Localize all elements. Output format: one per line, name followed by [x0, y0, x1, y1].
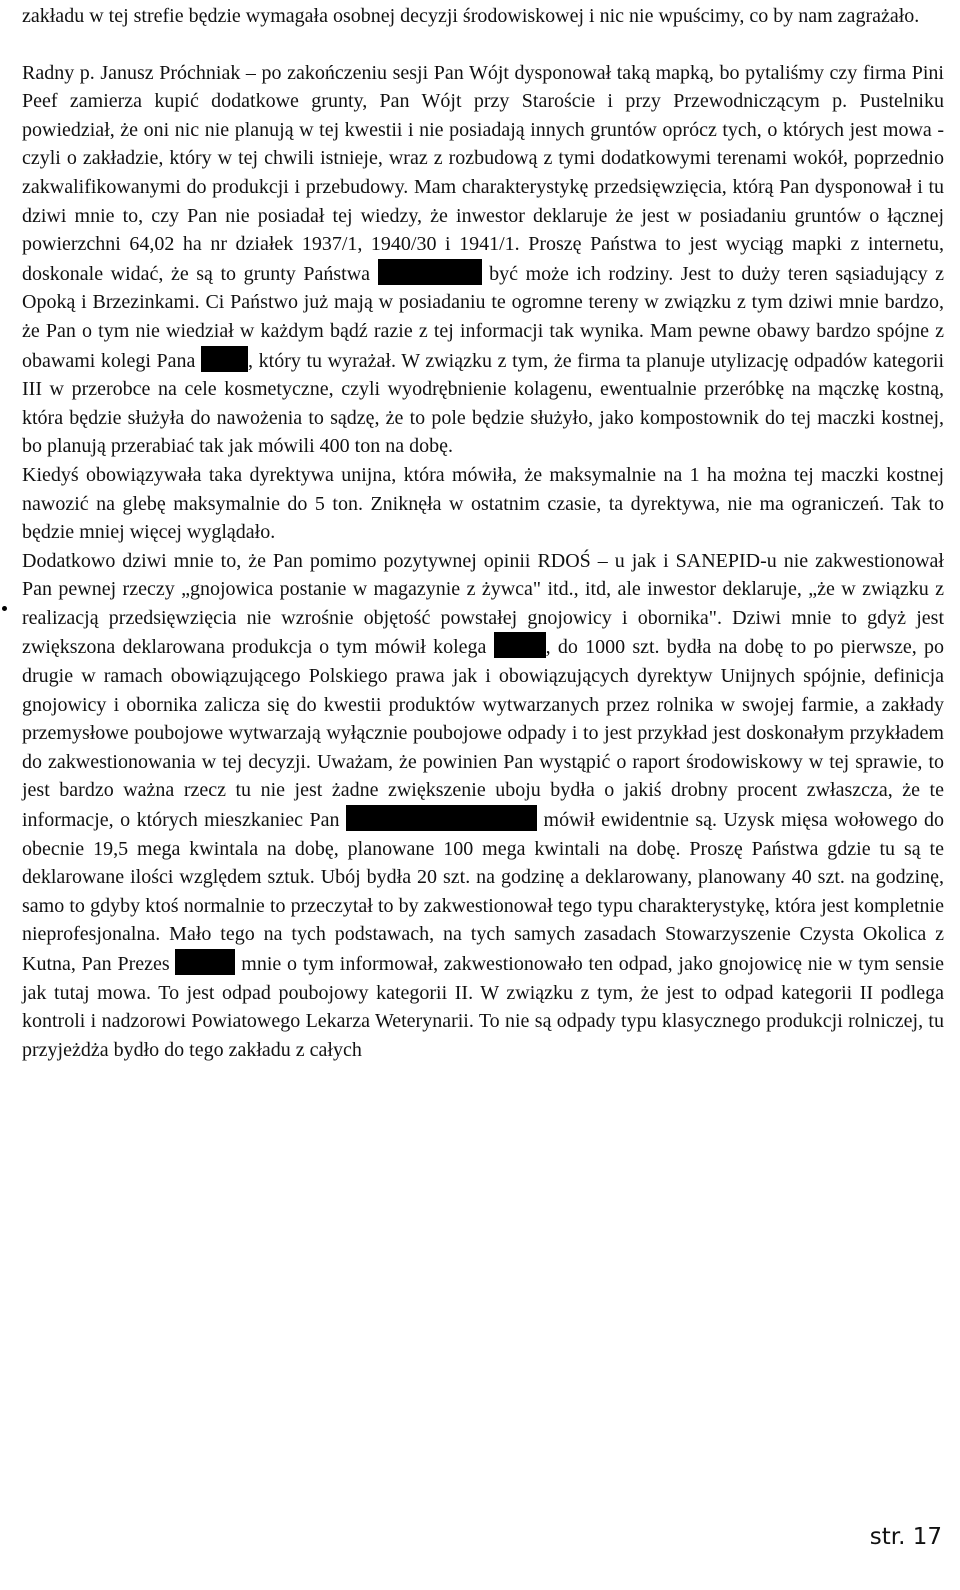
- redaction-block: [378, 259, 482, 285]
- text-p1b: być może ich rodziny. Jest to duży teren sąsiadujący z Opoką i Brzezinkami. Ci Państwo już mają w posiadaniu te ogromne tereny w związku z tym dziwi mnie bardzo, że Pan o tym nie wiedział w każdym bądź razie z tej informacji tak wynika. Mam pewne obawy bardzo spójne z obawami kolegi Pana: [22, 262, 945, 372]
- paragraph-dyrektywa: [22, 461, 944, 547]
- text-p2: Kiedyś obowiązywała taka dyrektywa unijna, która mówiła, że maksymalnie na 1 ha można tej maczki kostnej nawozić na glebę maksymalnie do 5 ton. Zniknęła w ostatnim czasie, ta dyrektywa, nie ma ograniczeń. Tak to będzie mniej więcej wyglądało.: [22, 463, 944, 544]
- redaction-block: [494, 632, 546, 658]
- text-p3b: , do 1000 szt. bydła na dobę to po pierwsze, po drugie w ramach obowiązującego Polskiego prawa jak i obowiązujących dyrektyw Unijnych spójnie, definicja gnojowicy i obornika zalicza się do kwestii produktów wytwarzanych przez rolnika w swojej farmie, a zakłady przemysłowe poubojowe wytwarzają wyłącznie poubojowe odpady i to jest przykład jest doskonałym przykładem do zakwestionowania w tej decyzji. Uważam, że powinien Pan wystąpić o raport środowiskowy w tej sprawie, to jest bardzo ważna rzecz tu nie jest żadne zwiększenie uboju bydła o jakiś drobny procent zwłaszcza, że te informacje, o których mieszkaniec Pan: [22, 636, 944, 832]
- text-p3a: Dodatkowo dziwi mnie to, że Pan pomimo pozytywnej opinii RDOŚ – u jak i SANEPID-u nie zakwestionował Pan pewnej rzeczy „gnojowica postanie w magazynie z żywca" itd., itd, ale inwestor deklaruje, „że w związku z realizacją przedsięwzięcia nie wzrośnie objętość powstałej gnojowicy i obornika". Dziwi mnie to gdyż jest zwiększona deklarowana produkcja o tym mówił kolega: [22, 549, 944, 659]
- page-number: str. 17: [869, 1524, 942, 1550]
- paragraph-radny-prochniak: [22, 59, 944, 461]
- text-p3d: mnie o tym informował, zakwestionowało ten odpad, jako gnojowicę nie w tym sensie jak tutaj mowa. To jest odpad poubojowy kategorii II. W związku z tym, że jest to odpad kategorii II podlega kontroli i nadzorowi Powiatowego Lekarza Weterynarii. To nie są odpady typu klasycznego produkcji rolniczej, tu przyjeżdża bydło do tego zakładu z całych: [22, 953, 944, 1061]
- paragraph-dodatkowo: [22, 547, 944, 1065]
- text-p0: zakładu w tej strefie będzie wymagała osobnej decyzji środowiskowej i nic nie wpuścimy, co by nam zagrażało.: [22, 5, 920, 27]
- body-text: [22, 2, 944, 1064]
- text-p3c: mówił ewidentnie są. Uzysk mięsa wołowego do obecnie 19,5 mega kwintala na dobę, planowane 100 mega kwintali na dobę. Proszę Państwa gdzie tu są te deklarowane ilości względem sztuk. Ubój bydła 20 szt. na godzinę a deklarowany, planowany 40 szt. na godzinę, samo to gdyby ktoś normalnie to przeczytał to by zakwestionował tego typu charakterystykę, która jest kompletnie nieprofesjonalna. Mało tego na tych podstawach, na tych samych zasadach Stowarzyszenie Czysta Okolica z Kutna, Pan Prezes: [22, 809, 945, 975]
- paragraph-intro: [22, 2, 944, 31]
- redaction-block: [346, 805, 537, 831]
- redaction-block: [201, 346, 248, 372]
- stray-mark: [2, 606, 7, 611]
- text-p1c: , który tu wyrażał. W związku z tym, że firma ta planuje utylizację odpadów kategorii III w przerobce na cele kosmetyczne, czyli wyodrębnienie kolagenu, ewentualnie przeróbkę na mączkę kostną, która będzie służyła do nawożenia to sądzę, że to pole będzie służyło, jako kompostownik do tej maczki kostnej, bo planują przerabiać tak jak mówili 400 ton na dobę.: [22, 349, 945, 458]
- redaction-block: [175, 949, 235, 975]
- text-p1a: Radny p. Janusz Próchniak – po zakończeniu sesji Pan Wójt dysponował taką mapką, bo pytaliśmy czy firma Pini Peef zamierza kupić dodatkowe grunty, Pan Wójt przy Staroście i przy Przewodniczącym p. Pustelniku powiedział, że oni nic nie planują w tej kwestii i nie posiadają innych gruntów oprócz tych, o których jest mowa - czyli o zakładzie, który w tej chwili istnieje, wraz z rozbudową z tymi dodatkowymi terenami wokół, poprzednio zakwalifikowanymi do produkcji i przebudowy. Mam charakterystykę przedsięwzięcia, którą Pan dysponował i tu dziwi mnie to, czy Pan nie posiadał tej wiedzy, że inwestor deklaruje że jest w posiadaniu gruntów o łącznej powierzchni 64,02 ha nr działek 1937/1, 1940/30 i 1941/1. Proszę Państwa to jest wyciąg mapki z internetu, doskonale widać, że są to grunty Państwa: [22, 61, 944, 285]
